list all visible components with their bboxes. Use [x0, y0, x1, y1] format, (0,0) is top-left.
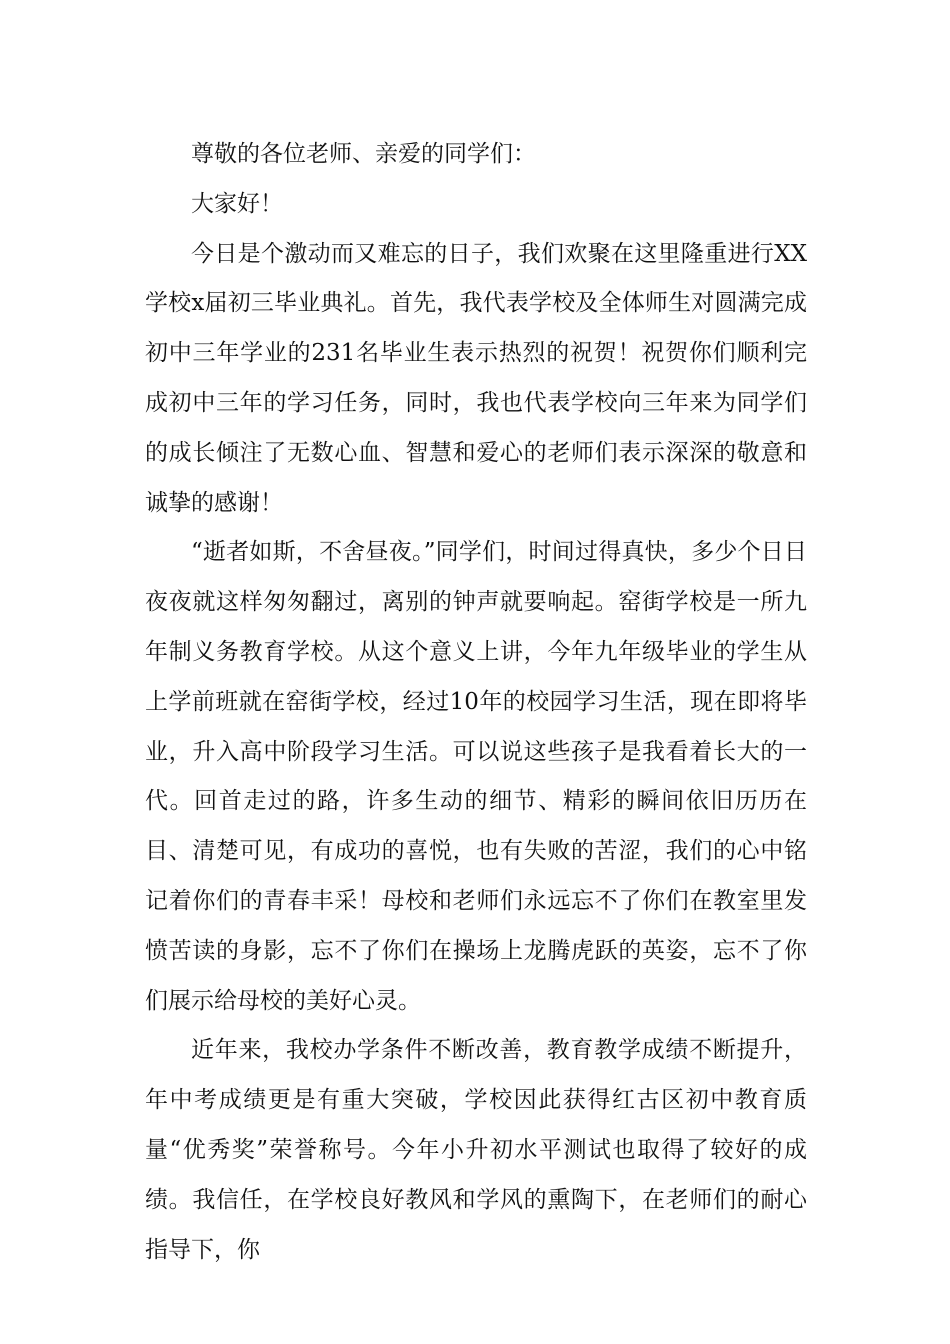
salutation-paragraph: 尊敬的各位老师、亲爱的同学们： — [191, 141, 536, 167]
document-body — [145, 130, 807, 1275]
body-paragraph-2: “逝者如斯，不舍昼夜。”同学们，时间过得真快，多少个日日夜夜就这样匆匆翻过，离别的钟声就要响起。窑街学校是一所九年制义务教育学校。从这个意义上讲，今年九年级毕业的学生从上学前班就在窑街学校，经过10年的校园学习生活，现在即将毕业，升入高中阶段学习生活。可以说这些孩子是我看着长大的一代。回首走过的路，许多生动的细节、精彩的瞬间依旧历历在目、清楚可见，有成功的喜悦，也有失败的苦涩，我们的心中铭记着你们的青春丰采！母校和老师们永远忘不了你们在教室里发愤苦读的身影，忘不了你们在操场上龙腾虎跃的英姿，忘不了你们展示给母校的美好心灵。 — [145, 539, 807, 1014]
body-paragraph-1: 今日是个激动而又难忘的日子，我们欢聚在这里隆重进行XX学校x届初三毕业典礼。首先，我代表学校及全体师生对圆满完成初中三年学业的231名毕业生表示热烈的祝贺！祝贺你们顺利完成初中三年的学习任务，同时，我也代表学校向三年来为同学们的成长倾注了无数心血、智慧和爱心的老师们表示深深的敬意和诚挚的感谢！ — [145, 240, 807, 516]
greeting-paragraph: 大家好！ — [191, 190, 283, 217]
body-paragraph-3: 近年来，我校办学条件不断改善，教育教学成绩不断提升，年中考成绩更是有重大突破，学校因此获得红古区初中教育质量“优秀奖”荣誉称号。今年小升初水平测试也取得了较好的成绩。我信任，在学校良好教风和学风的熏陶下，在老师们的耐心指导下，你 — [145, 1037, 807, 1263]
